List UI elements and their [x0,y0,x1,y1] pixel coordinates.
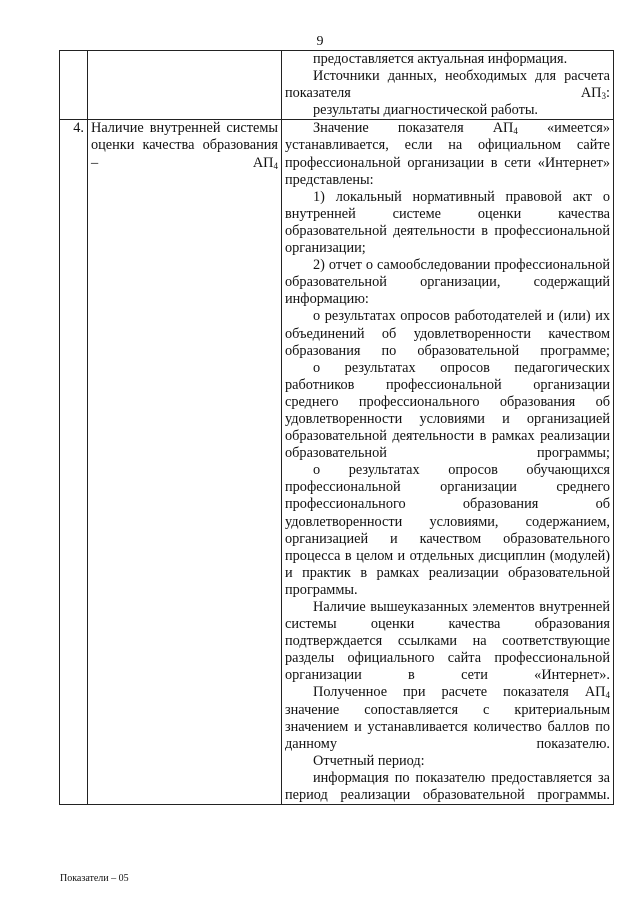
paragraph: Наличие вышеуказанных элементов внутренней системы оценки качества образования подтверждается ссылками на соответствующие разделы официального сайта профессиональной организации в сети «Интернет». [285,599,610,684]
table-row-continuation [60,51,614,120]
indicator-name: Наличие внутренней системы оценки качества образования – $АП_4$ [88,120,282,805]
indicator-description [282,120,614,805]
row-number: 4. [60,120,88,805]
indicators-table [59,50,614,805]
cell-number-empty [60,51,88,120]
cell-description [282,51,614,120]
text-line: результаты диагностической работы. [313,102,538,119]
text-line: предоставляется актуальная информация. [313,51,568,67]
paragraph: о результатах опросов педагогических работников профессиональной организации среднего профессионального образования об удовлетворенности условиями и организацией образовательной деятельности в рамках реализации образовательной программы; [285,359,610,462]
paragraph: Отчетный период: [313,752,425,769]
table-row-indicator-4 [60,120,614,805]
text-line: Источники данных, необходимых для расчета показателя $АП_3$: [285,68,610,102]
footer-label: Показатели – 05 [60,873,129,884]
page-number: 9 [316,34,324,49]
cell-name-empty [88,51,282,120]
paragraph: о результатах опросов обучающихся профессиональной организации среднего профессионального образования об удовлетворенности условиями, содержанием, организацией и качеством образовательного процесса в целом и отдельных дисциплин (модулей) и практик в рамках реализации образовательной программы. [285,462,610,598]
paragraph: информация по показателю предоставляется за период реализации образовательной программы. [285,769,610,804]
paragraph: Полученное при расчете показателя $АП_4$ значение сопоставляется с критериальным значением и устанавливается количество баллов по данному показателю. [285,684,610,752]
paragraph: 1) локальный нормативный правовой акт о внутренней системе оценки качества образовательной деятельности в профессиональной организации; [285,188,610,257]
paragraph: Значение показателя $АП_4$ «имеется» устанавливается, если на официальном сайте профессиональной организации в сети «Интернет» представлены: [285,120,610,188]
paragraph: 2) отчет о самообследовании профессиональной образовательной организации, содержащий информацию: [285,257,610,308]
paragraph: о результатах опросов работодателей и (или) их объединений об удовлетворенности качеством образования по образовательной программе; [285,308,610,359]
